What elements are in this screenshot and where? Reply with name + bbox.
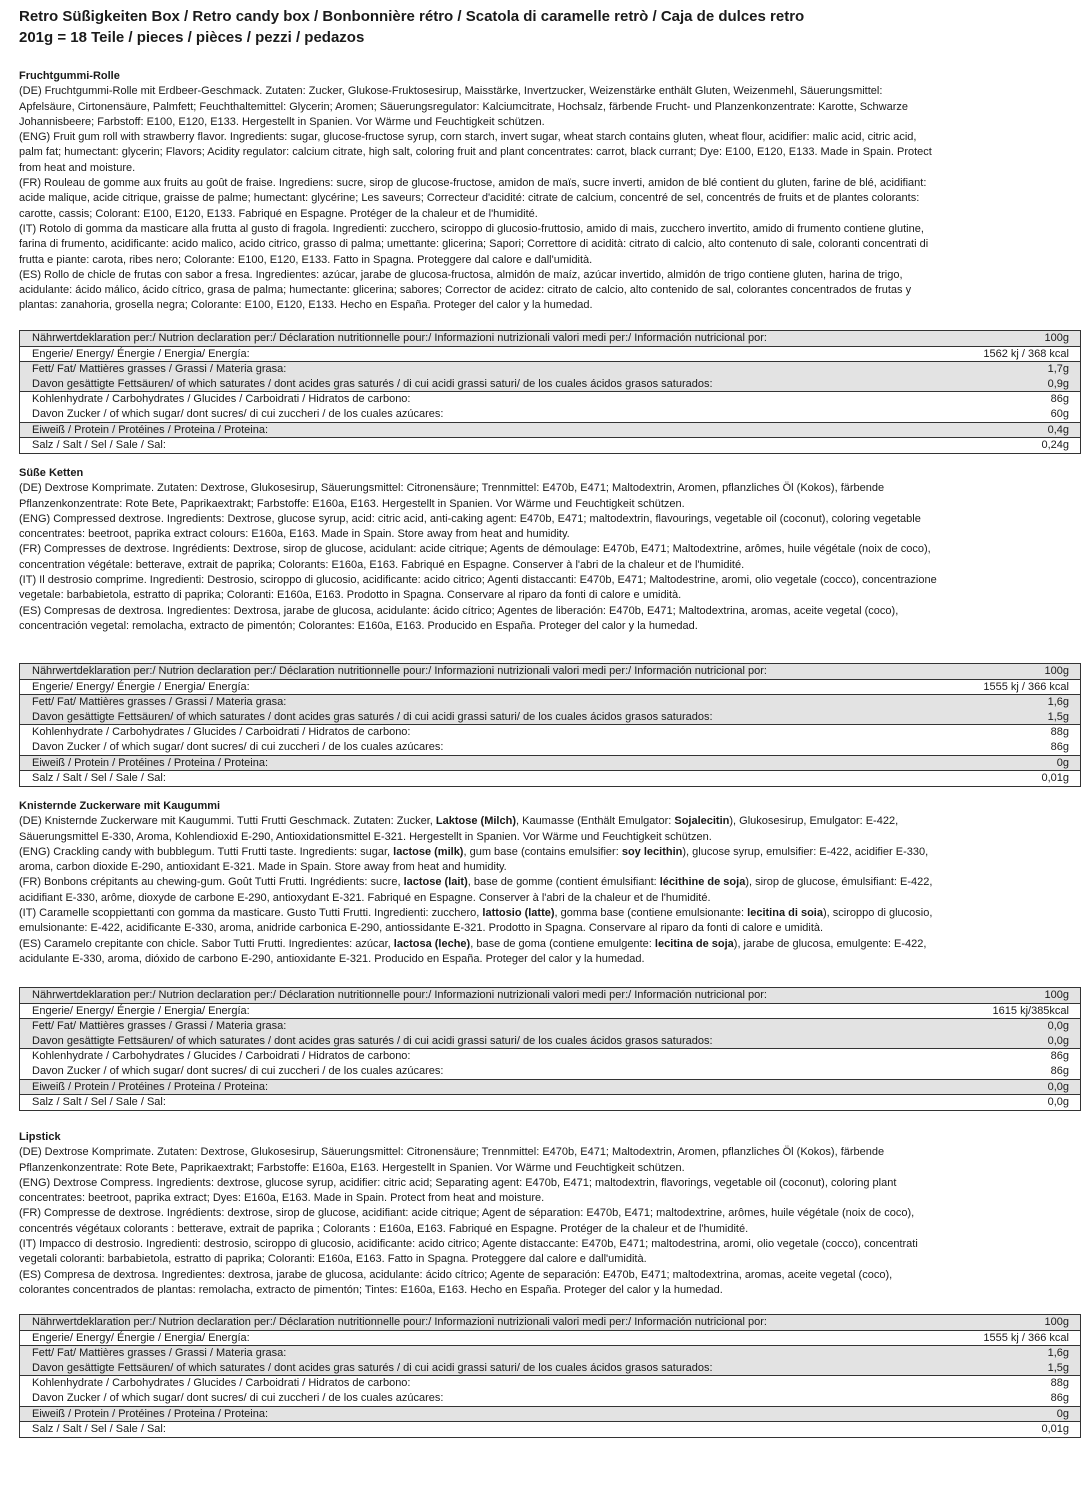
ingredient-line: (IT) Caramelle scoppiettanti con gomma da masticare. Gusto Tutti Frutti. Ingredienti: zucchero, lattosio (latte), gomma base (contiene emulsionante: lecitina di soia), sciroppo di glucosio,: [19, 907, 933, 920]
nutrition-value: 1555 kj / 366 kcal: [983, 1331, 1069, 1344]
nutrition-value: 86g: [1050, 1064, 1069, 1077]
ingredient-line: acidifiant E-330, arôme, dioxyde de carbone E-290, antioxydant E-321. Fabriqué en Espagne. Conserver à l'abri de la chaleur et de l'humidité.: [19, 891, 711, 904]
product-section: [19, 799, 1082, 967]
nutrition-table: [19, 987, 1081, 1111]
nutrition-carbohydrate-row: [20, 1048, 1080, 1064]
ingredient-line: concentración vegetal: remolacha, extracto de pimentón; Colorantes: E160a, E163. Producido en España. Proteger del calor y la humedad.: [19, 619, 698, 632]
nutrition-sugar-row: [20, 1391, 1080, 1406]
nutrition-energy-row: [20, 1004, 1080, 1019]
product-section: [19, 69, 1082, 314]
nutrition-protein-row: [20, 755, 1080, 771]
ingredient-line: concentrates: beetroot, paprika extract colours: E160a, E163. Made in Spain. Store away from heat and humidity.: [19, 528, 570, 541]
nutrition-sugar-row: [20, 740, 1080, 755]
nutrition-salt-row: [20, 1094, 1080, 1110]
ingredient-line: acidulante: ácido málico, ácido cítrico, grasa de palma; humectante: glicerina; sabores; Corrector de acidez: citrato de calcio, alto contenido de sal, colorantes concentrados de frutas y: [19, 284, 912, 297]
nutrition-label: Davon gesättigte Fettsäuren/ of which saturates / dont acides gras saturés / di cui acidi grassi saturi/ de los cuales ácidos grasos saturados:: [32, 710, 713, 723]
nutrition-label: Salz / Salt / Sel / Sale / Sal:: [32, 1423, 166, 1436]
nutrition-label: Davon Zucker / of which sugar/ dont sucres/ di cui zuccheri / de los cuales azúcares:: [32, 1064, 444, 1077]
nutrition-salt-row: [20, 1421, 1080, 1437]
nutrition-value: 1,6g: [1047, 696, 1069, 709]
nutrition-value: 86g: [1050, 740, 1069, 753]
nutrition-value: 1615 kj/385kcal: [992, 1004, 1069, 1017]
ingredient-line: (ES) Rollo de chicle de frutas con sabor a fresa. Ingredientes: azúcar, jarabe de glucosa-fructosa, almidón de maíz, azúcar invertido, almidón de trigo contiene gluten, harina de trigo,: [19, 268, 903, 281]
ingredient-line: Johannisbeere; Farbstoff: E100, E120, E133. Hergestellt in Spanien. Vor Wärme und Feuchtigkeit schützen.: [19, 115, 545, 128]
nutrition-protein-row: [20, 1079, 1080, 1095]
nutrition-saturates-row: [20, 1361, 1080, 1376]
nutrition-label: Kohlenhydrate / Carbohydrates / Glucides / Carboidrati / Hidratos de carbono:: [32, 1377, 411, 1390]
nutrition-label: Nährwertdeklaration per:/ Nutrion declaration per:/ Déclaration nutritionnelle pour:/ Informazioni nutrizionali valori medi per:/ Información nutricional por:: [32, 989, 767, 1001]
nutrition-label: Engerie/ Energy/ Énergie / Energia/ Energía:: [32, 680, 250, 693]
ingredient-line: frutta e piante: carota, ribes nero; Colorante: E100, E120, E133. Fatto in Spagna. Proteggere dal calore e dall'umidità.: [19, 253, 593, 266]
nutrition-label: Engerie/ Energy/ Énergie / Energia/ Energía:: [32, 1004, 250, 1017]
nutrition-fat-row: [20, 1345, 1080, 1361]
nutrition-energy-row: [20, 1331, 1080, 1346]
nutrition-label: Davon Zucker / of which sugar/ dont sucres/ di cui zuccheri / de los cuales azúcares:: [32, 740, 444, 753]
nutrition-label: Davon gesättigte Fettsäuren/ of which saturates / dont acides gras saturés / di cui acidi grassi saturi/ de los cuales ácidos grasos saturados:: [32, 377, 713, 390]
nutrition-carbohydrate-row: [20, 724, 1080, 740]
nutrition-value: 100g: [1044, 1316, 1069, 1328]
nutrition-label: Eiweiß / Protein / Protéines / Proteina / Proteina:: [32, 1080, 269, 1093]
ingredient-line: (DE) Fruchtgummi-Rolle mit Erdbeer-Geschmack. Zutaten: Zucker, Glukose-Fruktosesirup, Maisstärke, Invertzucker, Weizenstärke enthält Gluten, Weizenmehl, Säuerungsmittel:: [19, 85, 883, 98]
ingredient-line: concentration végétale: betterave, extrait de paprika; Colorants: E160a, E163. Fabriqué en Espagne. Conserver à l'abri de la chaleur et de l'humidité.: [19, 558, 745, 571]
nutrition-value: 0,01g: [1041, 1423, 1069, 1436]
product-name: Lipstick: [19, 1131, 61, 1143]
ingredient-line: (ES) Compresas de dextrosa. Ingredientes: Dextrosa, jarabe de glucosa, acidulante: ácido cítrico; Agentes de liberación: E470b, E471; Maltodextrina, aromas, aceite vegetal (coco),: [19, 604, 899, 617]
nutrition-label: Fett/ Fat/ Mattières grasses / Grassi / Materia grasa:: [32, 363, 287, 376]
ingredient-line: palm fat; humectant: glycerin; Flavors; Acidity regulator: calcium citrate, high salt, coloring fruit and plant concentrates: carrot, black currant; Dye: E100, E120, E133. Made in Spain. Protect: [19, 146, 932, 159]
nutrition-label: Salz / Salt / Sel / Sale / Sal:: [32, 439, 166, 452]
nutrition-value: 0,0g: [1047, 1020, 1069, 1033]
ingredient-line: (ES) Caramelo crepitante con chicle. Sabor Tutti Frutti. Ingredientes: azúcar, lactosa (leche), base de goma (contiene emulgente: lecitina de soja), jarabe de glucosa, emulgente: E-422,: [19, 937, 927, 950]
nutrition-value: 86g: [1050, 1391, 1069, 1404]
product-name: Fruchtgummi-Rolle: [19, 70, 120, 82]
nutrition-value: 100g: [1044, 989, 1069, 1001]
nutrition-energy-row: [20, 347, 1080, 362]
ingredient-line: aroma, carbon dioxide E-290, antioxidant E-321. Made in Spain. Store away from heat and humidity.: [19, 861, 507, 874]
ingredient-line: from heat and moisture.: [19, 161, 136, 174]
ingredient-line: (FR) Rouleau de gomme aux fruits au goût de fraise. Ingrediens: sucre, sirop de glucose-fructose, amidon de maïs, sucre inverti, amidon de blé contient du gluten, farine de blé, acidifiant:: [19, 177, 927, 190]
ingredient-line: (DE) Dextrose Komprimate. Zutaten: Dextrose, Glukosesirup, Säuerungsmittel: Citronensäure; Trennmittel: E470b, E471; Maltodextrin, Aromen, pflanzliches Öl (Kokos), färbende: [19, 482, 885, 495]
nutrition-sugar-row: [20, 1064, 1080, 1079]
ingredient-line: emulsionante: E-422, acidificante E-330, aroma, anidride carbonica E-290, antiossidante E-321. Prodotto in Spagna. Conservare al riparo da fonti di calore e umidità.: [19, 922, 824, 935]
document-subtitle: 201g = 18 Teile / pieces / pièces / pezzi / pedazos: [19, 29, 365, 46]
ingredient-line: Pflanzenkonzentrate: Rote Bete, Paprikaextrakt; Farbstoffe: E160a, E163. Hergestellt in Spanien. Vor Wärme und Feuchtigkeit schützen.: [19, 497, 685, 510]
ingredient-line: concentrates: beetroot, paprika extract; Dyes: E160a, E163. Made in Spain. Protect from heat and moisture.: [19, 1192, 545, 1205]
nutrition-value: 1,6g: [1047, 1347, 1069, 1360]
ingredient-line: vegetali coloranti: barbabietola, estratto di paprika; Coloranti: E160a, E163. Fatto in Spagna. Proteggere dal calore e dall'umidità.: [19, 1253, 647, 1266]
nutrition-label: Kohlenhydrate / Carbohydrates / Glucides / Carboidrati / Hidratos de carbono:: [32, 1050, 411, 1063]
nutrition-label: Davon Zucker / of which sugar/ dont sucres/ di cui zuccheri / de los cuales azúcares:: [32, 407, 444, 420]
nutrition-header-row: [20, 664, 1080, 680]
ingredient-line: (DE) Knisternde Zuckerware mit Kaugummi. Tutti Frutti Geschmack. Zutaten: Zucker, Laktose (Milch), Kaumasse (Enthält Emulgator: Sojalecitin), Glukosesirup, Emulgator: E-422,: [19, 815, 899, 828]
nutrition-sugar-row: [20, 407, 1080, 422]
ingredient-line: (DE) Dextrose Komprimate. Zutaten: Dextrose, Glukosesirup, Säuerungsmittel: Citronensäure; Trennmittel: E470b, E471; Maltodextrin, Aromen, pflanzliches Öl (Kokos), färbende: [19, 1146, 885, 1159]
nutrition-value: 88g: [1050, 726, 1069, 739]
nutrition-carbohydrate-row: [20, 391, 1080, 407]
ingredient-line: plantas: zanahoria, grosella negra; Colorante: E100, E120, E133. Hecho en España. Proteger del calor y la humedad.: [19, 299, 593, 312]
ingredient-line: (ENG) Crackling candy with bubblegum. Tutti Frutti taste. Ingredients: sugar, lactose (milk), gum base (contains emulsifier: soy lecithin), glucose syrup, emulsifier: E-422, acidifier E-330,: [19, 845, 929, 858]
nutrition-value: 1,5g: [1047, 710, 1069, 723]
nutrition-salt-row: [20, 770, 1080, 786]
nutrition-label: Nährwertdeklaration per:/ Nutrion declaration per:/ Déclaration nutritionnelle pour:/ Informazioni nutrizionali valori medi per:/ Información nutricional por:: [32, 332, 767, 344]
nutrition-fat-row: [20, 694, 1080, 710]
document-header: [19, 6, 1069, 48]
ingredient-line: (IT) Il destrosio comprime. Ingredienti: Destrosio, sciroppo di glucosio, acidificante: acido citrico; Agenti distaccanti: E470b, E471; Maltodestrine, aromi, olio vegetale (cocco), concentrazione: [19, 574, 937, 587]
nutrition-saturates-row: [20, 1034, 1080, 1049]
nutrition-energy-row: [20, 680, 1080, 695]
nutrition-value: 88g: [1050, 1377, 1069, 1390]
nutrition-value: 100g: [1044, 332, 1069, 344]
nutrition-value: 86g: [1050, 393, 1069, 406]
nutrition-fat-row: [20, 1018, 1080, 1034]
ingredient-line: (IT) Rotolo di gomma da masticare alla frutta al gusto di fragola. Ingredienti: zucchero, sciroppo di glucosio-fruttosio, amido di mais, zucchero invertito, amido di frumento contiene glutine,: [19, 222, 924, 235]
nutrition-value: 0,0g: [1047, 1080, 1069, 1093]
nutrition-value: 86g: [1050, 1050, 1069, 1063]
ingredient-line: (IT) Impacco di destrosio. Ingredienti: destrosio, sciroppo di glucosio, acidificante: acido citrico; Agente distaccante: E470b, E471; maltodestrina, aromi, olio vegetale (cocco), concentrati: [19, 1238, 918, 1251]
nutrition-value: 1,7g: [1047, 363, 1069, 376]
nutrition-value: 0g: [1056, 1407, 1069, 1420]
nutrition-label: Fett/ Fat/ Mattières grasses / Grassi / Materia grasa:: [32, 1020, 287, 1033]
nutrition-value: 0,24g: [1041, 439, 1069, 452]
ingredient-line: (FR) Bonbons crépitants au chewing-gum. Goût Tutti Frutti. Ingrédients: sucre, lactose (lait), base de gomme (contient émulsifiant: lécithine de soja), sirop de glucose, émulsifiant: E-422,: [19, 876, 933, 889]
nutrition-carbohydrate-row: [20, 1375, 1080, 1391]
ingredient-line: (ENG) Dextrose Compress. Ingredients: dextrose, glucose syrup, acidifier: citric acid; Separating agent: E470b, E471; maltodextrin, flavorings, vegetable oil (coconut), coloring plant: [19, 1176, 897, 1189]
nutrition-value: 0,9g: [1047, 377, 1069, 390]
nutrition-value: 60g: [1050, 407, 1069, 420]
product-name: Süße Ketten: [19, 467, 84, 479]
product-name: Knisternde Zuckerware mit Kaugummi: [19, 800, 221, 812]
nutrition-value: 1555 kj / 366 kcal: [983, 680, 1069, 693]
nutrition-label: Davon gesättigte Fettsäuren/ of which saturates / dont acides gras saturés / di cui acidi grassi saturi/ de los cuales ácidos grasos saturados:: [32, 1034, 713, 1047]
nutrition-value: 1,5g: [1047, 1361, 1069, 1374]
nutrition-value: 0,0g: [1047, 1096, 1069, 1109]
ingredient-line: farina di frumento, acidificante: acido malico, acido citrico, grasso di palma; umettante: glicerina; Sapori; Correttore di acidità: citrato di calcio, alto contenuto di sale, coloranti concentrati di: [19, 238, 929, 251]
ingredient-line: acidulante E-330, aroma, dióxido de carbono E-290, antioxidante E-321. Producido en España. Proteger del calor y la humedad.: [19, 952, 645, 965]
ingredient-line: carotte, cassis; Colorant: E100, E120, E133. Fabriqué en Espagne. Protéger de la chaleur et de l'humidité.: [19, 207, 538, 220]
product-section: [19, 1130, 1082, 1298]
nutrition-saturates-row: [20, 710, 1080, 725]
nutrition-label: Salz / Salt / Sel / Sale / Sal:: [32, 772, 166, 785]
ingredient-line: vegetale: barbabietola, estratto di paprika; Coloranti: E160a, E163. Prodotto in Spagna. Conservare al riparo da fonti di calore e umidità.: [19, 589, 682, 602]
nutrition-value: 0,4g: [1047, 423, 1069, 436]
ingredient-line: colorantes concentrados de plantas: remolacha, extracto de pimentón; Tintes: E160a, E163. Hecho en España. Proteger del calor y la humedad.: [19, 1283, 723, 1296]
ingredient-line: Säuerungsmittel E-330, Aroma, Kohlendioxid E-290, Antioxidationsmittel E-321. Hergestellt in Spanien. Vor Wärme und Feuchtigkeit schützen.: [19, 830, 712, 843]
nutrition-value: 1562 kj / 368 kcal: [983, 347, 1069, 360]
nutrition-label: Kohlenhydrate / Carbohydrates / Glucides / Carboidrati / Hidratos de carbono:: [32, 393, 411, 406]
nutrition-saturates-row: [20, 377, 1080, 392]
ingredient-line: concentrés végétaux colorants : betterave, extrait de paprika ; Colorants : E160a, E163. Fabriqué en Espagne. Protéger de la chaleur et de l'humidité.: [19, 1222, 749, 1235]
nutrition-header-row: [20, 331, 1080, 347]
nutrition-label: Davon gesättigte Fettsäuren/ of which saturates / dont acides gras saturés / di cui acidi grassi saturi/ de los cuales ácidos grasos saturados:: [32, 1361, 713, 1374]
nutrition-label: Fett/ Fat/ Mattières grasses / Grassi / Materia grasa:: [32, 1347, 287, 1360]
nutrition-label: Salz / Salt / Sel / Sale / Sal:: [32, 1096, 166, 1109]
nutrition-protein-row: [20, 422, 1080, 438]
product-section: [19, 466, 1082, 634]
nutrition-value: 0,01g: [1041, 772, 1069, 785]
nutrition-label: Engerie/ Energy/ Énergie / Energia/ Energía:: [32, 347, 250, 360]
nutrition-label: Fett/ Fat/ Mattières grasses / Grassi / Materia grasa:: [32, 696, 287, 709]
nutrition-value: 0,0g: [1047, 1034, 1069, 1047]
nutrition-fat-row: [20, 361, 1080, 377]
nutrition-label: Engerie/ Energy/ Énergie / Energia/ Energía:: [32, 1331, 250, 1344]
nutrition-label: Eiweiß / Protein / Protéines / Proteina / Proteina:: [32, 1407, 269, 1420]
nutrition-label: Eiweiß / Protein / Protéines / Proteina / Proteina:: [32, 756, 269, 769]
ingredient-line: (FR) Compresse de dextrose. Ingrédients: dextrose, sirop de glucose, acidifiant: acide citrique; Agent de séparation: E470b, E471; maltodextrine, arômes, huile végétale (noix de coco),: [19, 1207, 915, 1220]
nutrition-table: [19, 663, 1081, 787]
nutrition-label: Nährwertdeklaration per:/ Nutrion declaration per:/ Déclaration nutritionnelle pour:/ Informazioni nutrizionali valori medi per:/ Información nutricional por:: [32, 665, 767, 677]
document-title: Retro Süßigkeiten Box / Retro candy box / Bonbonnière rétro / Scatola di caramelle retrò / Caja de dulces retro: [19, 8, 805, 25]
ingredient-line: acide malique, acide citrique, graisse de palme; humectant: glycérine; Les saveurs; Correcteur d'acidité: citrate de calcium, concentré de sel, concentrés de fruits et de plantes colorants:: [19, 192, 920, 205]
nutrition-header-row: [20, 1315, 1080, 1331]
nutrition-protein-row: [20, 1406, 1080, 1422]
nutrition-label: Davon Zucker / of which sugar/ dont sucres/ di cui zuccheri / de los cuales azúcares:: [32, 1391, 444, 1404]
ingredient-line: Pflanzenkonzentrate: Rote Bete, Paprikaextrakt; Farbstoffe: E160a, E163. Hergestellt in Spanien. Vor Wärme und Feuchtigkeit schützen.: [19, 1161, 685, 1174]
nutrition-label: Eiweiß / Protein / Protéines / Proteina / Proteina:: [32, 423, 269, 436]
nutrition-header-row: [20, 988, 1080, 1004]
ingredient-line: (ENG) Compressed dextrose. Ingredients: Dextrose, glucose syrup, acid: citric acid, anti-caking agent: E470b, E471; maltodextrin, flavourings, vegetable oil (coconut), coloring vegetable: [19, 512, 921, 525]
nutrition-table: [19, 1314, 1081, 1438]
nutrition-salt-row: [20, 437, 1080, 453]
ingredient-line: (ENG) Fruit gum roll with strawberry flavor. Ingredients: sugar, glucose-fructose syrup, corn starch, invert sugar, wheat starch contains gluten, wheat flour, acidifier: malic acid, citric acid,: [19, 131, 917, 144]
ingredient-line: Apfelsäure, Cirtonensäure, Palmfett; Feuchthaltemittel: Glycerin; Aromen; Säuerungsregulator: Kalciumcitrate, Hochsalz, färbende Frucht- und Planzenkonzentrate: Karotte, Schwarze: [19, 100, 908, 113]
nutrition-label: Kohlenhydrate / Carbohydrates / Glucides / Carboidrati / Hidratos de carbono:: [32, 726, 411, 739]
nutrition-value: 0g: [1056, 756, 1069, 769]
ingredient-line: (ES) Compresa de dextrosa. Ingredientes: dextrosa, jarabe de glucosa, acidulante: ácido cítrico; Agente de separación: E470b, E471; maltodextrina, aromas, aceite vegetal (coco),: [19, 1268, 893, 1281]
nutrition-value: 100g: [1044, 665, 1069, 677]
nutrition-label: Nährwertdeklaration per:/ Nutrion declaration per:/ Déclaration nutritionnelle pour:/ Informazioni nutrizionali valori medi per:/ Información nutricional por:: [32, 1316, 767, 1328]
ingredient-line: (FR) Compresses de dextrose. Ingrédients: Dextrose, sirop de glucose, acidulant: acide citrique; Agents de démoulage: E470b, E471; Maltodextrine, arômes, huile végétale (noix de coco),: [19, 543, 931, 556]
nutrition-table: [19, 330, 1081, 454]
